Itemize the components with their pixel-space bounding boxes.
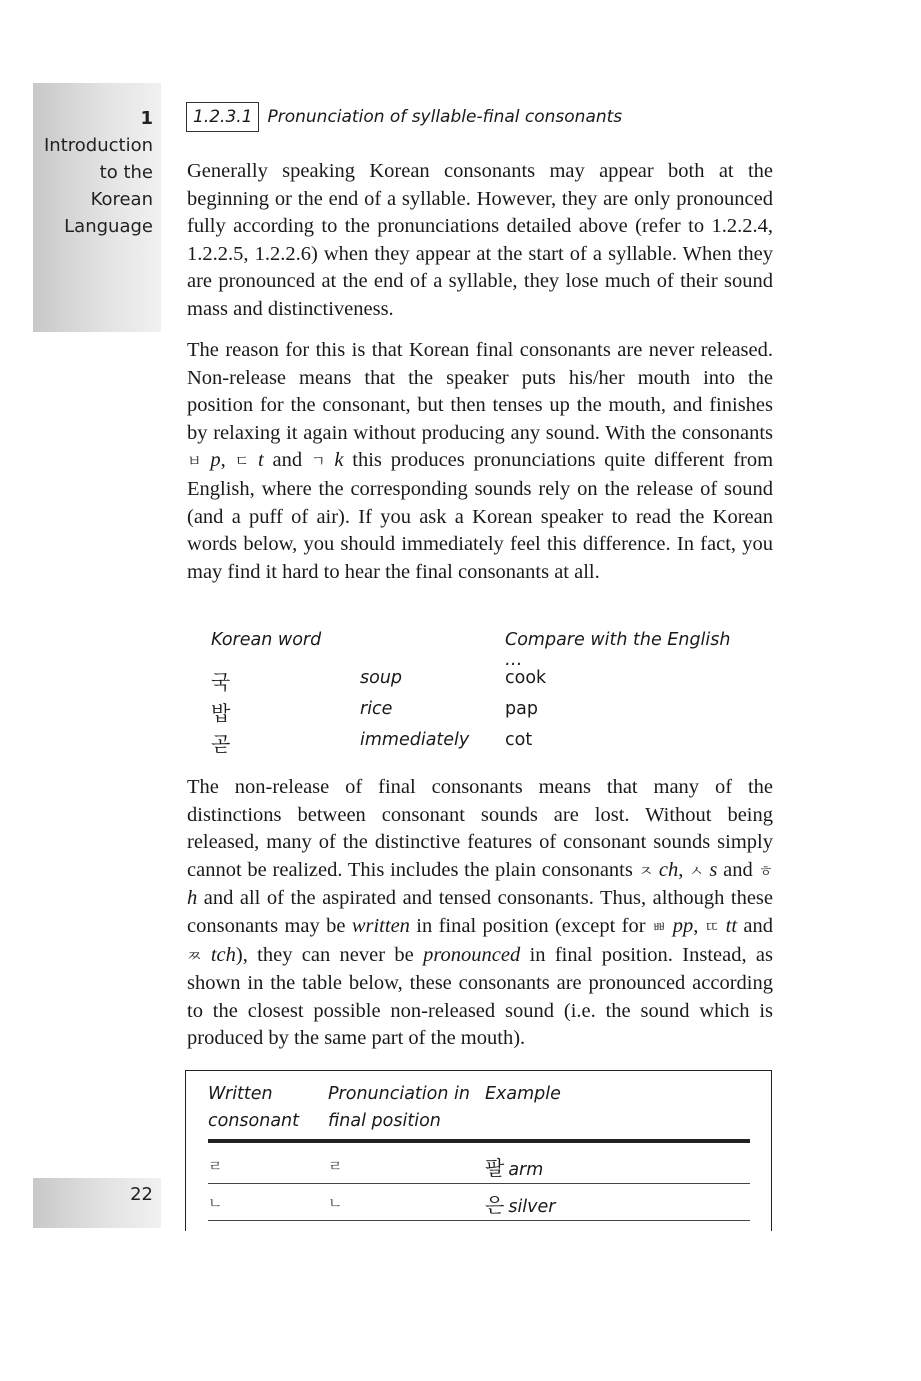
paragraph-1: Generally speaking Korean consonants may appear both at the beginning or the end of a syllable. However, they are only pronounced fully according to the pronunciations detailed above (refer to 1.2.2.4, 1.2.2.5, 1.2.2.6) when they appear at the start of a syllable. When they are pronounced at the end of a syllable, they lose much of their sound mass and distinctiveness. xyxy=(187,160,773,320)
chapter-number: 1 xyxy=(140,108,153,129)
header-written-line-1: Written xyxy=(208,1084,273,1104)
paragraph-3-text-e: in final position. Instead, as shown in the table below, these consonants are pronounced according to the closest possible non-released sound (i.e. the sound which is produced by the same part of the mouth). xyxy=(187,943,773,1050)
chapter-title-line-1: Introduction xyxy=(43,135,153,156)
header-example: Example xyxy=(485,1084,561,1104)
jamo-giyeok: ㄱ xyxy=(310,452,326,471)
paragraph-2-and: and xyxy=(263,449,311,472)
paragraph-3-text-a: The non-release of final consonants means that many of the distinctions between consonant sounds are lost. Without being released, many of the distinctive features of consonant sounds simply cannot be realized. This includes the plain consonants xyxy=(187,776,773,881)
header-compare-english: Compare with the English … xyxy=(505,630,731,670)
jamo-ssangjieut: ㅉ xyxy=(187,946,202,965)
section-number: 1.2.3.1 xyxy=(186,102,259,132)
roman-pp: pp xyxy=(672,914,694,937)
jamo-digeut: ㄷ xyxy=(234,452,250,471)
section-title: Pronunciation of syllable-final consonants xyxy=(267,107,623,127)
korean-word: 국 xyxy=(211,670,231,694)
roman-k: k xyxy=(334,449,344,472)
korean-word: 밥 xyxy=(211,701,231,725)
word-meaning: immediately xyxy=(360,730,470,750)
table-row xyxy=(211,668,751,699)
chapter-title-line-2: to the Korean xyxy=(90,162,153,210)
page-number-tab xyxy=(33,1178,161,1228)
written-consonant: ㄹ xyxy=(208,1157,223,1175)
roman-s: s xyxy=(709,858,718,881)
example-korean: 팔 xyxy=(485,1156,505,1180)
jamo-ssangdigeut: ㄸ xyxy=(704,917,720,936)
word-meaning: soup xyxy=(360,668,403,688)
example-korean: 은 xyxy=(485,1193,505,1217)
roman-tch: tch xyxy=(210,943,236,966)
emphasis-written: written xyxy=(351,914,410,937)
roman-tt: tt xyxy=(725,914,738,937)
example xyxy=(485,1152,543,1181)
chapter-title-line-3: Language xyxy=(64,216,153,237)
table-row xyxy=(208,1147,750,1184)
roman-ch: ch xyxy=(658,858,679,881)
chapter-tab xyxy=(33,83,161,332)
english-compare: cook xyxy=(505,668,547,688)
example-gloss: silver xyxy=(508,1197,556,1217)
word-table-header xyxy=(211,630,751,668)
consonant-table-header xyxy=(208,1081,750,1141)
word-comparison-table xyxy=(211,630,751,761)
paragraph-2: The reason for this is that Korean final consonants are never released. Non-release means that the speaker puts his/her mouth into the position for the consonant, but then tenses up the mouth, and finishes by relaxing it again without producing any sound. With the consonants ㅂ p, ㄷ t and ㄱ k this produces pronunciations quite different from English, where the corresponding sounds rely on the release of sound (and a puff of air). If you ask a Korean speaker to read the Korean words below, you should immediately feel this difference. In fact, you may find it hard to hear the final consonants at all. xyxy=(187,339,774,583)
word-meaning: rice xyxy=(360,699,393,719)
roman-h: h xyxy=(187,887,198,910)
english-compare: pap xyxy=(505,699,538,719)
header-pron-line-1: Pronunciation in xyxy=(328,1084,470,1104)
consonant-table xyxy=(185,1070,772,1231)
table-row xyxy=(211,699,751,730)
paragraph-3-text-c: in final position (except for xyxy=(409,914,652,937)
english-compare: cot xyxy=(505,730,533,750)
korean-word: 곧 xyxy=(211,732,231,756)
paragraph-3-text-b: and all of the aspirated and tensed consonants. Thus, although these consonants may be xyxy=(187,887,773,937)
paragraph-2-text-a: The reason for this is that Korean final consonants are never released. Non-release means that the speaker puts his/her mouth into the position for the consonant, but then tenses up the mouth, and finishes by relaxing it again without producing any sound. With the consonants xyxy=(187,339,773,444)
pronounced-consonant: ㄴ xyxy=(328,1194,343,1212)
header-korean-word: Korean word xyxy=(211,630,322,650)
chapter-heading xyxy=(33,105,153,240)
example xyxy=(485,1189,556,1218)
example-gloss: arm xyxy=(508,1160,544,1180)
emphasis-pronounced: pronounced xyxy=(423,943,521,966)
jamo-ssangbieup: ㅃ xyxy=(651,917,667,936)
written-consonant: ㄴ xyxy=(208,1194,223,1212)
paragraph-2-text-b: this produces pronunciations quite different from English, where the corresponding sounds rely on the release of sound (and a puff of air). If you ask a Korean speaker to read the Korean words below, you should immediately feel this difference. In fact, you may find it hard to hear the final consonants at all. xyxy=(187,449,774,583)
page-number: 22 xyxy=(130,1184,153,1205)
header-rule xyxy=(208,1139,750,1143)
header-pron-line-2: final position xyxy=(328,1111,441,1131)
pronounced-consonant: ㄹ xyxy=(328,1157,343,1175)
paragraph-3-and-2: and xyxy=(737,914,774,937)
paragraph-3: The non-release of final consonants means that many of the distinctions between consonant sounds are lost. Without being released, many of the distinctive features of consonant sounds simply cannot be realized. This includes the plain consonants ㅈ ch, ㅅ s and ㅎ h and all of the aspirated and tensed consonants. Thus, although these consonants may be written in final position (except for ㅃ pp, ㄸ tt and ㅉ tch), they can never be pronounced in final position. Instead, as shown in the table below, these consonants are pronounced according to the closest possible non-released sound (i.e. the sound which is produced by the same part of the mouth). xyxy=(187,776,774,1050)
header-written-consonant xyxy=(208,1081,328,1135)
table-row xyxy=(211,730,751,761)
table-row xyxy=(208,1184,750,1221)
roman-t: t xyxy=(257,449,264,472)
jamo-hieut: ㅎ xyxy=(758,861,773,880)
jamo-jieut: ㅈ xyxy=(638,861,654,880)
roman-p: p xyxy=(210,449,221,472)
jamo-bieup: ㅂ xyxy=(187,452,202,471)
header-written-line-2: consonant xyxy=(208,1111,300,1131)
section-heading xyxy=(186,102,622,132)
paragraph-3-text-d: ), they can never be xyxy=(235,943,424,966)
header-pronunciation xyxy=(328,1081,478,1135)
paragraph-3-and-1: and xyxy=(717,858,759,881)
jamo-siot: ㅅ xyxy=(689,861,704,880)
